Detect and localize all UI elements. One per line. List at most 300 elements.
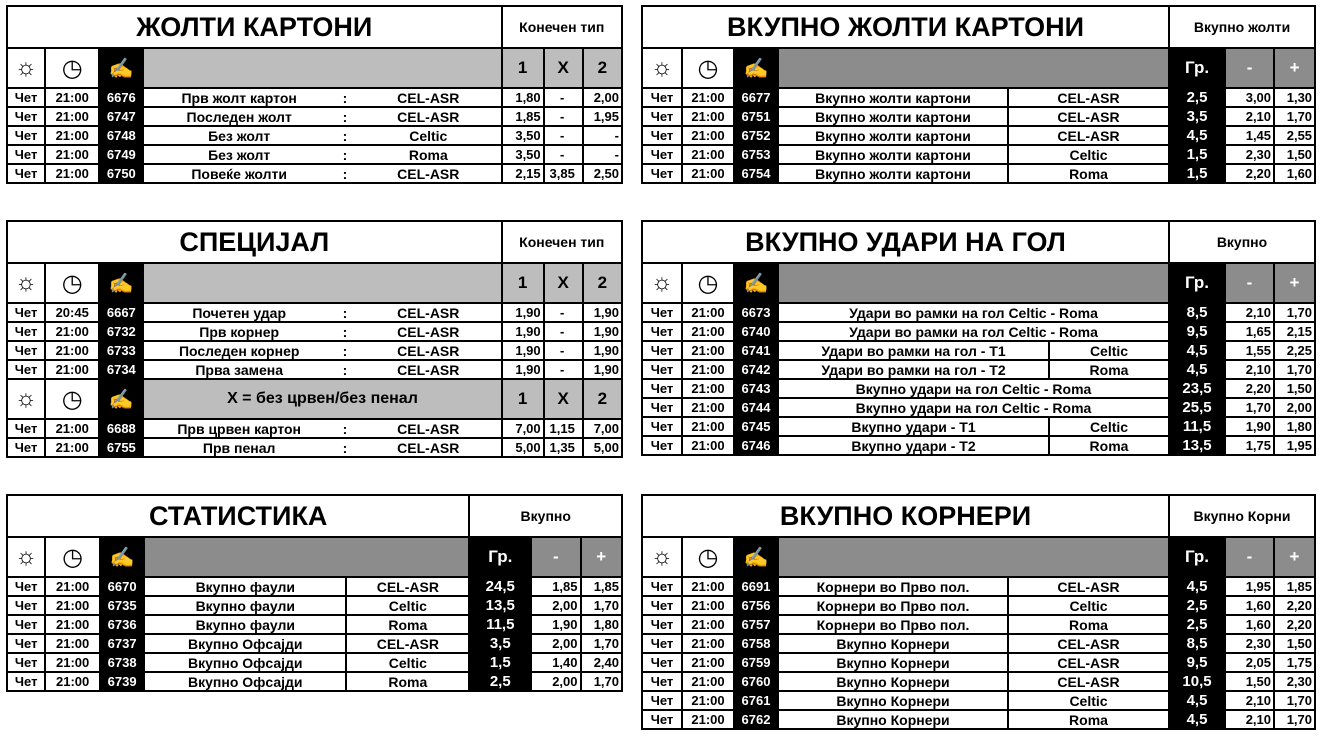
separator: : [334,419,356,438]
market-label: Корнери во Прво пол. [778,577,1008,596]
odd-over[interactable]: 1,30 [1274,88,1315,107]
time-cell: 21:00 [682,88,734,107]
code-cell: 6670 [100,577,144,596]
odd-over[interactable]: 1,50 [1274,379,1315,398]
odd-under[interactable]: 2,05 [1225,653,1274,672]
team-cell: Celtic [356,126,502,145]
pen-icon: ✍ [99,48,143,88]
odd-under[interactable]: 1,65 [1225,322,1274,341]
table-row [7,126,622,145]
odd-under[interactable]: 1,90 [1225,417,1274,436]
odd-2[interactable]: 2,00 [583,88,622,107]
team-cell: CEL-ASR [1008,88,1169,107]
time-cell: 21:00 [682,126,734,145]
odd-over[interactable]: 1,60 [1274,164,1315,183]
day-cell: Чет [642,436,682,455]
time-cell: 21:00 [682,360,734,379]
panel-total-shots-on-goal [641,220,1316,456]
clock-icon: ◷ [682,537,734,577]
day-cell: Чет [642,417,682,436]
panel-special [6,220,623,458]
odd-over[interactable]: 1,70 [1274,710,1315,729]
table-row [642,417,1315,436]
market-label: Вкупно фаули [144,596,346,615]
market-label: Удари во рамки на гол Celtic - Roma [778,303,1169,322]
odd-over[interactable]: 1,80 [1274,417,1315,436]
code-cell: 6746 [734,436,778,455]
odd-1[interactable]: 1,80 [502,88,544,107]
team-cell: Celtic [346,596,469,615]
column-header: + [1274,537,1315,577]
time-cell: 20:45 [45,303,99,322]
table-row [642,710,1315,729]
line-value: 3,5 [469,634,531,653]
odd-x[interactable]: - [544,145,583,164]
sun-icon: ☼ [7,48,45,88]
odd-under[interactable]: 1,90 [531,615,580,634]
odd-2[interactable]: 1,90 [583,303,622,322]
header-bar [778,537,1169,577]
code-cell: 6691 [734,577,778,596]
market-label: Вкупно Офсајди [144,653,346,672]
odd-2[interactable]: - [583,145,622,164]
odd-1[interactable]: 1,90 [502,322,544,341]
column-header: X [544,48,583,88]
market-label: Удари во рамки на гол Celtic - Roma [778,322,1169,341]
day-cell: Чет [642,303,682,322]
day-cell: Чет [642,145,682,164]
team-cell: Roma [1008,164,1169,183]
table-row [642,164,1315,183]
time-cell: 21:00 [682,672,734,691]
table-row [7,672,622,691]
market-label: Вкупно жолти картони [778,164,1008,183]
line-value: 11,5 [1169,417,1225,436]
day-cell: Чет [7,164,45,183]
time-cell: 21:00 [45,596,100,615]
code-cell: 6749 [99,145,143,164]
day-cell: Чет [7,341,45,360]
day-cell: Чет [7,634,45,653]
panel-header-right: Конечен тип [502,221,622,263]
odd-over[interactable]: 2,15 [1274,322,1315,341]
market-label: Прв жолт картон [143,88,334,107]
odd-under[interactable]: 2,10 [1225,691,1274,710]
team-cell: CEL-ASR [356,322,502,341]
table-row [642,615,1315,634]
odd-over[interactable]: 2,20 [1274,615,1315,634]
market-label: Последен корнер [143,341,334,360]
panel-total-yellow-cards [641,5,1316,184]
day-cell: Чет [642,322,682,341]
odd-under[interactable]: 1,75 [1225,436,1274,455]
table-row [642,577,1315,596]
line-value: 1,5 [469,653,531,672]
odd-over[interactable]: 1,70 [581,672,622,691]
header-bar [778,48,1169,88]
odd-under[interactable]: 1,55 [1225,341,1274,360]
day-cell: Чет [7,596,45,615]
day-cell: Чет [7,577,45,596]
odd-under[interactable]: 2,10 [1225,710,1274,729]
header-bar [143,48,501,88]
team-cell: Roma [356,145,502,164]
team-cell: CEL-ASR [356,164,502,183]
line-value: 4,5 [1169,691,1225,710]
market-label: Повеќе жолти [143,164,334,183]
day-cell: Чет [642,360,682,379]
panel-title: СТАТИСТИКА [7,495,469,537]
code-cell: 6752 [734,126,778,145]
time-cell: 21:00 [45,126,99,145]
table-row [642,379,1315,398]
odd-2[interactable]: 1,90 [583,322,622,341]
odd-under[interactable]: 1,40 [531,653,580,672]
day-cell: Чет [642,88,682,107]
odd-over[interactable]: 1,50 [1274,145,1315,164]
code-cell: 6740 [734,322,778,341]
odd-over[interactable]: 1,85 [581,577,622,596]
day-cell: Чет [7,107,45,126]
odd-under[interactable]: 2,00 [531,672,580,691]
column-header: 2 [583,263,622,303]
clock-icon: ◷ [45,379,99,419]
code-cell: 6732 [99,322,143,341]
market-label: Удари во рамки на гол - T2 [778,360,1049,379]
sun-icon: ☼ [642,263,682,303]
clock-icon: ◷ [45,263,99,303]
header-bar: X = без црвен/без пенал [143,379,501,419]
odd-2[interactable]: 5,00 [583,438,622,457]
clock-icon: ◷ [682,263,734,303]
odd-x[interactable]: - [544,88,583,107]
day-cell: Чет [642,379,682,398]
odd-over[interactable]: 2,00 [1274,398,1315,417]
team-cell: CEL-ASR [1008,672,1169,691]
day-cell: Чет [7,438,45,457]
table-row [642,107,1315,126]
day-cell: Чет [642,341,682,360]
team-cell: CEL-ASR [356,107,502,126]
line-value: 2,5 [1169,88,1225,107]
odd-1[interactable]: 2,15 [502,164,544,183]
odd-over[interactable]: 2,55 [1274,126,1315,145]
code-cell: 6747 [99,107,143,126]
line-value: 4,5 [1169,126,1225,145]
pen-icon: ✍ [734,263,778,303]
column-header: 1 [502,48,544,88]
day-cell: Чет [642,398,682,417]
odd-over[interactable]: 2,30 [1274,672,1315,691]
table-row [642,322,1315,341]
odd-2[interactable]: 2,50 [583,164,622,183]
time-cell: 21:00 [45,107,99,126]
odd-under[interactable]: 2,20 [1225,379,1274,398]
market-label: Прв црвен картон [143,419,334,438]
odd-2[interactable]: 1,90 [583,360,622,379]
code-cell: 6754 [734,164,778,183]
day-cell: Чет [642,691,682,710]
team-cell: CEL-ASR [1008,577,1169,596]
line-value: 4,5 [1169,710,1225,729]
odd-over[interactable]: 1,50 [1274,634,1315,653]
odd-under[interactable]: 2,00 [531,634,580,653]
market-label: Корнери во Прво пол. [778,615,1008,634]
odd-over[interactable]: 1,95 [1274,436,1315,455]
odd-over[interactable]: 1,70 [581,596,622,615]
separator: : [334,303,356,322]
odd-1[interactable]: 3,50 [502,126,544,145]
column-header: - [1225,537,1274,577]
odd-1[interactable]: 7,00 [502,419,544,438]
table-row [7,88,622,107]
panel-header-right: Вкупно [1169,221,1315,263]
line-value: 1,5 [1169,164,1225,183]
odd-over[interactable]: 2,20 [1274,596,1315,615]
odd-under[interactable]: 1,60 [1225,596,1274,615]
time-cell: 21:00 [682,634,734,653]
market-label: Вкупно Корнери [778,710,1008,729]
market-label: Без жолт [143,126,334,145]
header-bar [143,263,501,303]
team-cell: Roma [346,615,469,634]
odd-under[interactable]: 2,30 [1225,634,1274,653]
panel-statistics [6,494,623,692]
odd-x[interactable]: 1,15 [544,419,583,438]
day-cell: Чет [642,710,682,729]
time-cell: 21:00 [45,634,100,653]
sun-icon: ☼ [642,537,682,577]
table-row [642,88,1315,107]
odd-over[interactable]: 1,70 [1274,360,1315,379]
odd-over[interactable]: 2,40 [581,653,622,672]
day-cell: Чет [7,653,45,672]
clock-icon: ◷ [45,537,100,577]
day-cell: Чет [642,596,682,615]
market-label: Вкупно Офсајди [144,672,346,691]
market-label: Вкупно Корнери [778,634,1008,653]
time-cell: 21:00 [682,164,734,183]
odd-over[interactable]: 2,25 [1274,341,1315,360]
code-cell: 6758 [734,634,778,653]
line-value: 9,5 [1169,322,1225,341]
column-header: + [581,537,622,577]
time-cell: 21:00 [682,322,734,341]
odd-x[interactable]: 1,35 [544,438,583,457]
team-cell: CEL-ASR [1008,653,1169,672]
market-label: Вкупно фаули [144,615,346,634]
odd-2[interactable]: 1,90 [583,341,622,360]
team-cell: Roma [346,672,469,691]
market-label: Вкупно удари на гол Celtic - Roma [778,379,1169,398]
team-cell: CEL-ASR [1008,107,1169,126]
team-cell: Roma [1008,615,1169,634]
market-label: Удари во рамки на гол - T1 [778,341,1049,360]
odd-1[interactable]: 3,50 [502,145,544,164]
team-cell: Celtic [1008,145,1169,164]
code-cell: 6741 [734,341,778,360]
table-row [7,634,622,653]
odd-x[interactable]: - [544,322,583,341]
time-cell: 21:00 [45,672,100,691]
odd-x[interactable]: - [544,126,583,145]
code-cell: 6748 [99,126,143,145]
sun-icon: ☼ [642,48,682,88]
table-row [7,164,622,183]
code-cell: 6734 [99,360,143,379]
time-cell: 21:00 [682,303,734,322]
clock-icon: ◷ [45,48,99,88]
line-value: 4,5 [1169,341,1225,360]
odd-under[interactable]: 1,50 [1225,672,1274,691]
code-cell: 6737 [100,634,144,653]
odd-2[interactable]: 1,95 [583,107,622,126]
line-value: 23,5 [1169,379,1225,398]
table-row [7,615,622,634]
team-cell: CEL-ASR [356,438,502,457]
table-row [642,634,1315,653]
odd-over[interactable]: 1,70 [1274,107,1315,126]
panel-title: ВКУПНО УДАРИ НА ГОЛ [642,221,1169,263]
odd-x[interactable]: 3,85 [544,164,583,183]
code-cell: 6743 [734,379,778,398]
odd-1[interactable]: 1,90 [502,360,544,379]
odd-x[interactable]: - [544,360,583,379]
code-cell: 6688 [99,419,143,438]
market-label: Последен жолт [143,107,334,126]
odd-under[interactable]: 1,85 [531,577,580,596]
team-cell: CEL-ASR [356,419,502,438]
odd-under[interactable]: 2,30 [1225,145,1274,164]
panel-header-right: Вкупно жолти [1169,6,1315,48]
column-header: Гр. [469,537,531,577]
table-row [7,360,622,379]
odd-under[interactable]: 2,10 [1225,107,1274,126]
odd-1[interactable]: 5,00 [502,438,544,457]
sun-icon: ☼ [7,537,45,577]
market-label: Почетен удар [143,303,334,322]
market-label: Вкупно Корнери [778,672,1008,691]
separator: : [334,107,356,126]
odd-x[interactable]: - [544,303,583,322]
code-cell: 6744 [734,398,778,417]
pen-icon: ✍ [99,263,143,303]
day-cell: Чет [642,672,682,691]
code-cell: 6756 [734,596,778,615]
odd-1[interactable]: 1,90 [502,303,544,322]
line-value: 13,5 [1169,436,1225,455]
time-cell: 21:00 [682,145,734,164]
table-row [642,303,1315,322]
odd-under[interactable]: 2,10 [1225,303,1274,322]
market-label: Прв пенал [143,438,334,457]
table-row [7,653,622,672]
line-value: 8,5 [1169,634,1225,653]
time-cell: 21:00 [682,417,734,436]
day-cell: Чет [7,145,45,164]
pen-icon: ✍ [100,537,144,577]
separator: : [334,145,356,164]
pen-icon: ✍ [734,48,778,88]
time-cell: 21:00 [45,164,99,183]
odd-over[interactable]: 1,85 [1274,577,1315,596]
line-value: 2,5 [1169,615,1225,634]
table-row [7,303,622,322]
column-header: X [544,263,583,303]
line-value: 13,5 [469,596,531,615]
line-value: 2,5 [469,672,531,691]
line-value: 1,5 [1169,145,1225,164]
clock-icon: ◷ [682,48,734,88]
time-cell: 21:00 [45,419,99,438]
code-cell: 6762 [734,710,778,729]
code-cell: 6742 [734,360,778,379]
odd-over[interactable]: 1,70 [1274,303,1315,322]
table-row [7,596,622,615]
panel-title: СПЕЦИЈАЛ [7,221,502,263]
code-cell: 6735 [100,596,144,615]
code-cell: 6760 [734,672,778,691]
pen-icon: ✍ [99,379,143,419]
column-header: 1 [502,379,544,419]
column-header: + [1274,263,1315,303]
odd-under[interactable]: 3,00 [1225,88,1274,107]
odd-under[interactable]: 1,60 [1225,615,1274,634]
code-cell: 6739 [100,672,144,691]
line-value: 24,5 [469,577,531,596]
market-label: Прва замена [143,360,334,379]
team-cell: Roma [1049,360,1169,379]
code-cell: 6673 [734,303,778,322]
odd-over[interactable]: 1,70 [1274,691,1315,710]
time-cell: 21:00 [682,379,734,398]
odd-under[interactable]: 2,00 [531,596,580,615]
day-cell: Чет [7,672,45,691]
panel-yellow-cards [6,5,623,184]
odd-over[interactable]: 1,70 [581,634,622,653]
table-row [7,438,622,457]
odd-1[interactable]: 1,85 [502,107,544,126]
time-cell: 21:00 [45,438,99,457]
team-cell: Celtic [1008,596,1169,615]
team-cell: Celtic [1049,341,1169,360]
panel-total-corners [641,494,1316,730]
odd-2[interactable]: - [583,126,622,145]
odd-under[interactable]: 1,70 [1225,398,1274,417]
odd-under[interactable]: 2,10 [1225,360,1274,379]
team-cell: CEL-ASR [356,341,502,360]
time-cell: 21:00 [45,88,99,107]
separator: : [334,126,356,145]
odd-over[interactable]: 1,80 [581,615,622,634]
code-cell: 6750 [99,164,143,183]
odd-1[interactable]: 1,90 [502,341,544,360]
odd-over[interactable]: 1,75 [1274,653,1315,672]
team-cell: CEL-ASR [356,88,502,107]
column-header: 2 [583,379,622,419]
table-row [642,145,1315,164]
panel-header-right: Конечен тип [502,6,622,48]
odd-under[interactable]: 1,45 [1225,126,1274,145]
odd-under[interactable]: 1,95 [1225,577,1274,596]
team-cell: CEL-ASR [346,577,469,596]
odd-x[interactable]: - [544,107,583,126]
odd-2[interactable]: 7,00 [583,419,622,438]
time-cell: 21:00 [45,145,99,164]
odd-under[interactable]: 2,20 [1225,164,1274,183]
odd-x[interactable]: - [544,341,583,360]
team-cell: CEL-ASR [346,634,469,653]
